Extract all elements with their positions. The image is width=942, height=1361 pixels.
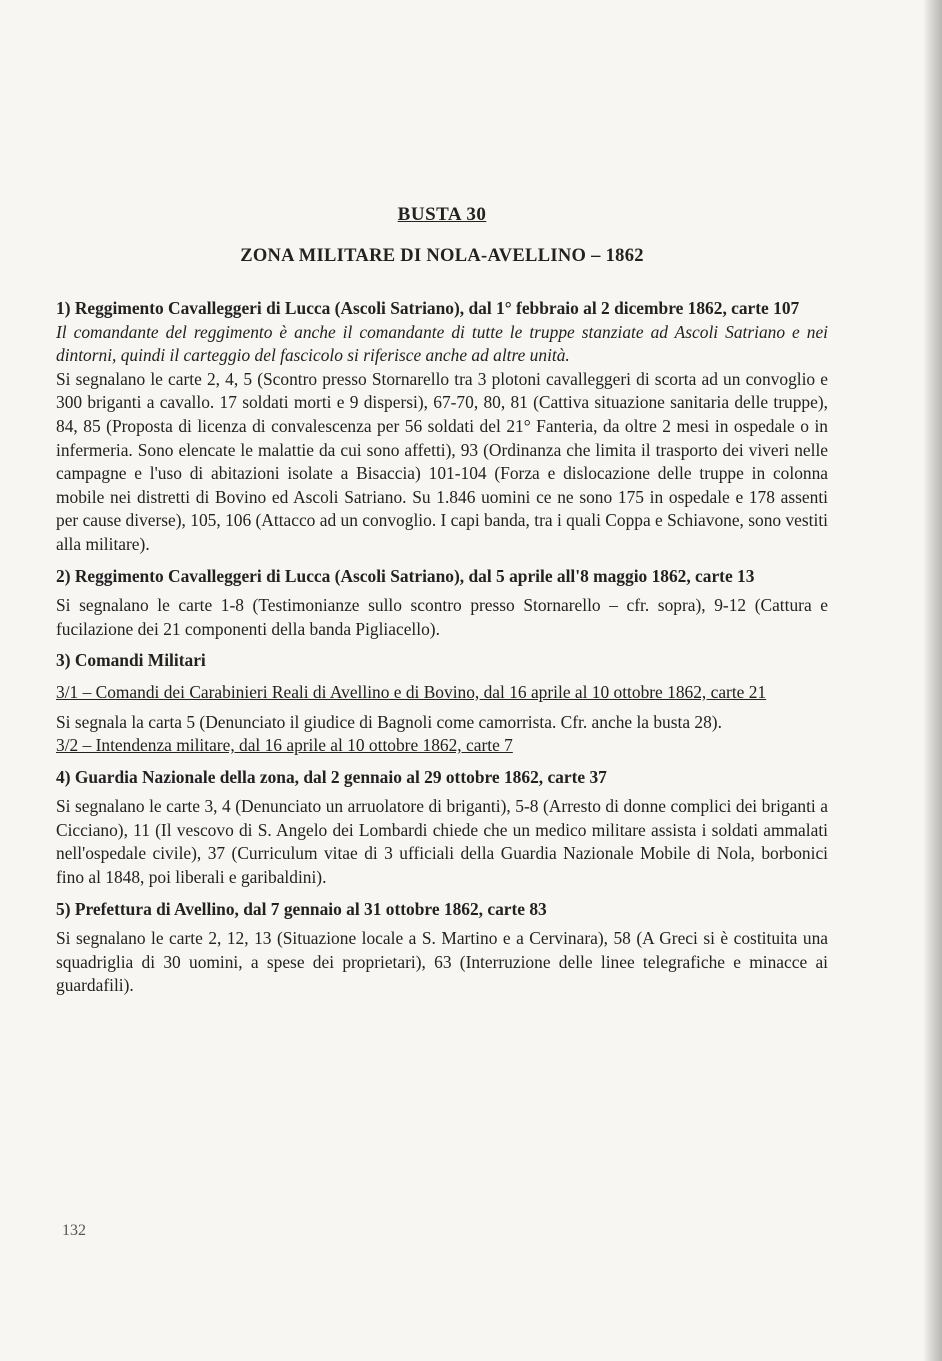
section-2-text: Si segnalano le carte 1-8 (Testimonianze sullo scontro presso Stornarello – cfr. sopra), 9-12 (Cattura e fucilazione dei 21 componenti della banda Pigliacello). (56, 595, 828, 639)
section-4-text: Si segnalano le carte 3, 4 (Denunciato un arruolatore di briganti), 5-8 (Arresto di donne complici dei briganti a Cicciano), 11 (Il vescovo di S. Angelo dei Lombardi chiede che un medico militare assista i soldati ammalati nell'ospedale civile), 37 (Curriculum vitae di 3 ufficiali della Guardia Nazionale Mobile di Nola, borbonici fino al 1848, poi liberali e garibaldini). (56, 796, 828, 888)
section-5-text: Si segnalano le carte 2, 12, 13 (Situazione locale a S. Martino e a Cervinara), 58 (A Greci si è costituita una squadriglia di 30 uomini, a spese dei proprietari), 63 (Interruzione delle linee telegrafiche e minacce ai guardafili). (56, 928, 828, 996)
section-1 (56, 297, 828, 557)
section-5 (56, 898, 828, 998)
section-4 (56, 766, 828, 890)
document-body (56, 297, 828, 998)
section-5-title: 5) Prefettura di Avellino, dal 7 gennaio al 31 ottobre 1862, carte 83 (56, 898, 547, 919)
page-number: 132 (62, 1222, 86, 1239)
section-3-sub-2-title: 3/2 – Intendenza militare, dal 16 aprile al 10 ottobre 1862, carte 7 (56, 735, 513, 756)
section-4-title: 4) Guardia Nazionale della zona, dal 2 gennaio al 29 ottobre 1862, carte 37 (56, 766, 607, 787)
section-3-title: 3) Comandi Militari (56, 650, 206, 671)
section-3 (56, 649, 828, 757)
section-1-note: Il comandante del reggimento è anche il comandante di tutte le truppe stanziate ad Ascoli Satriano e nei dintorni, quindi il carteggio del fascicolo si riferisce anche ad altre unità. (56, 321, 828, 366)
section-3-sub-1-title: 3/1 – Comandi dei Carabinieri Reali di Avellino e di Bovino, dal 16 aprile al 10 ottobre 1862, carte 21 (56, 681, 767, 702)
section-2-title: 2) Reggimento Cavalleggeri di Lucca (Ascoli Satriano), dal 5 aprile all'8 maggio 1862, carte 13 (56, 565, 755, 586)
zona-heading: ZONA MILITARE DI NOLA-AVELLINO – 1862 (240, 246, 644, 266)
section-1-title: 1) Reggimento Cavalleggeri di Lucca (Ascoli Satriano), dal 1° febbraio al 2 dicembre 1862, carte 107 (56, 298, 800, 318)
busta-heading: BUSTA 30 (397, 204, 487, 225)
section-1-text: Si segnalano le carte 2, 4, 5 (Scontro presso Stornarello tra 3 plotoni cavalleggeri di scorta ad un convoglio e 300 briganti a cavallo. 17 soldati morti e 9 dispersi), 67-70, 80, 81 (Cattiva situazione sanitaria delle truppe), 84, 85 (Proposta di licenza di convalescenza per 56 soldati del 21° Fanteria, da oltre 2 mesi in ospedale o in infermeria. Sono elencate le malattie da cui sono affetti), 93 (Ordinanza che limita il trasporto dei viveri nelle campagne e l'uso di abitazioni isolate a Bisaccia) 101-104 (Forza e dislocazione delle truppe in colonna mobile nei distretti di Bovino ed Ascoli Satriano. Su 1.846 uomini ce ne sono 175 in ospedale e 178 assenti per cause diverse), 105, 106 (Attacco ad un convoglio. I capi banda, tra i quali Coppa e Schiavone, sono vestiti alla militare). (56, 368, 828, 554)
book-gutter-shadow (924, 0, 942, 1361)
section-3-sub-1-text: Si segnala la carta 5 (Denunciato il giudice di Bagnoli come camorrista. Cfr. anche la busta 28). (56, 711, 722, 732)
section-2 (56, 565, 828, 642)
